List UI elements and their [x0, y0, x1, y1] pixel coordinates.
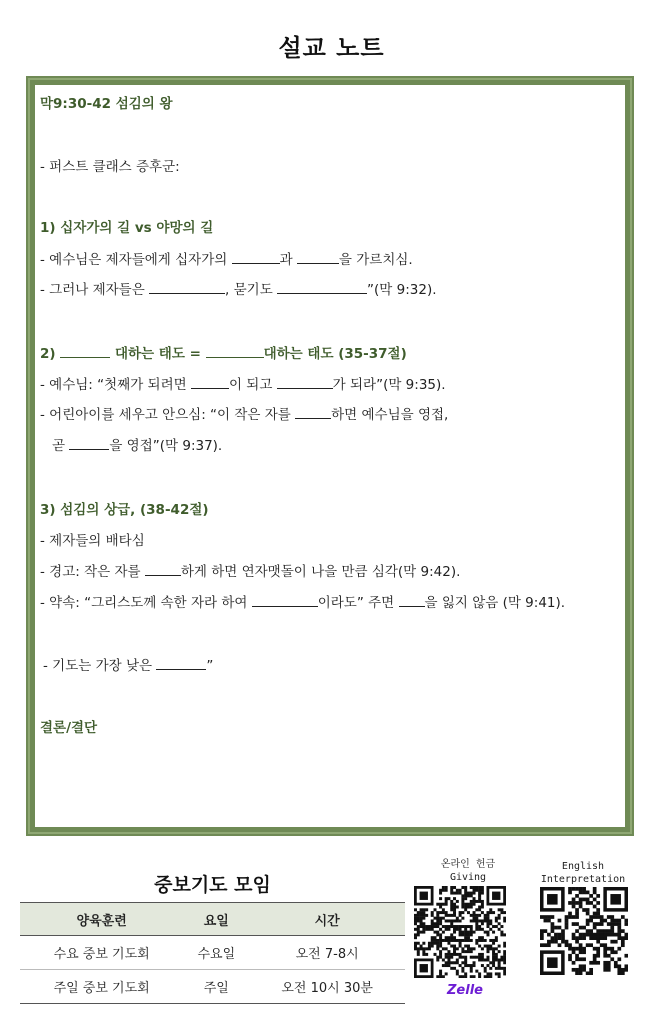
- prayer-line: [43, 654, 213, 674]
- section-1-line-2: [40, 278, 437, 298]
- fill-in-blank: [277, 281, 367, 294]
- interpretation-qr-code[interactable]: [540, 887, 628, 975]
- intro-line: [40, 155, 180, 175]
- fill-in-blank: [232, 251, 280, 264]
- section-2-line-3: [52, 434, 222, 454]
- table-cell: 주일: [183, 970, 249, 1004]
- table-cell: 수요일: [183, 936, 249, 970]
- zelle-logo: Zelle: [447, 983, 483, 998]
- fill-in-blank: [60, 345, 110, 358]
- section-2-line-1: [40, 373, 446, 393]
- fill-in-blank: [252, 594, 318, 607]
- text-segment: 을 가르치심.: [338, 252, 413, 268]
- table-row: [20, 970, 405, 1004]
- text-segment: 대하는 태도 (35-37절): [263, 346, 407, 362]
- text-segment: 과: [279, 252, 297, 268]
- text-segment: - 그러나 제자들은: [40, 282, 150, 298]
- interpretation-label-line-2: Interpretation: [540, 874, 626, 885]
- text-segment: - 예수님: “첫째가 되려면: [40, 377, 191, 393]
- prayer-meeting-title: 중보기도 모임: [154, 874, 271, 896]
- intro-text: - 퍼스트 클래스 증후군:: [40, 159, 180, 175]
- column-header: 요일: [183, 903, 249, 936]
- fill-in-blank: [156, 657, 206, 670]
- page-title: 설교 노트: [278, 34, 385, 62]
- text-segment: ”(막 9:32).: [367, 282, 437, 298]
- fill-in-blank: [295, 406, 331, 419]
- fill-in-blank: [206, 345, 264, 358]
- text-segment: - 약속: “그리스도께 속한 자라 하여: [40, 595, 252, 611]
- column-header: 시간: [249, 903, 405, 936]
- section-3-line-2: [40, 560, 460, 580]
- text-segment: 이 되고: [228, 377, 277, 393]
- section-2-line-2: [40, 403, 448, 423]
- text-segment: - 예수님은 제자들에게 십자가의: [40, 252, 232, 268]
- text-segment: 곧: [52, 438, 70, 454]
- giving-qr-label: [436, 858, 500, 884]
- section-3-heading: 3) 섬김의 상급, (38-42절): [40, 502, 209, 518]
- giving-qr-code[interactable]: [414, 886, 506, 978]
- conclusion-heading: 결론/결단: [40, 720, 98, 736]
- text-segment: - 경고: 작은 자를: [40, 564, 145, 580]
- giving-label-ko: 온라인 헌금: [440, 859, 496, 870]
- table-cell: 오전 7-8시: [249, 936, 405, 970]
- interpretation-qr-label: [533, 860, 633, 886]
- text-segment: 2): [40, 346, 61, 362]
- section-3-line-3: [40, 591, 565, 611]
- text-segment: - 기도는 가장 낮은: [43, 658, 157, 674]
- text-segment: 을 잃지 않음 (막 9:41).: [424, 595, 566, 611]
- section-1-heading: 1) 십자가의 길 vs 야망의 길: [40, 220, 214, 236]
- fill-in-blank: [399, 594, 425, 607]
- text-segment: - 제자들의 배타심: [40, 533, 145, 549]
- section-2-heading: [40, 342, 407, 362]
- interpretation-label-line-1: English: [561, 861, 605, 872]
- text-segment: 가 되라”(막 9:35).: [332, 377, 446, 393]
- table-row: [20, 936, 405, 970]
- text-segment: 대하는 태도 =: [110, 346, 206, 362]
- text-segment: - 어린아이를 세우고 안으심: “이 작은 자를: [40, 407, 296, 423]
- text-segment: , 묻기도: [225, 282, 278, 298]
- table-header-row: [20, 903, 405, 936]
- column-header: 양육훈련: [20, 903, 183, 936]
- section-1-line-1: [40, 248, 413, 268]
- passage-heading: 막9:30-42 섬김의 왕: [40, 96, 173, 112]
- fill-in-blank: [191, 376, 229, 389]
- text-segment: 하면 예수님을 영접,: [331, 407, 449, 423]
- giving-label-en: Giving: [449, 872, 487, 883]
- table-cell: 수요 중보 기도회: [20, 936, 183, 970]
- fill-in-blank: [297, 251, 339, 264]
- fill-in-blank: [149, 281, 225, 294]
- section-3-line-1: [40, 529, 145, 549]
- notes-frame: [26, 76, 634, 836]
- prayer-schedule-table: [20, 902, 405, 1004]
- table-cell: 오전 10시 30분: [249, 970, 405, 1004]
- fill-in-blank: [145, 563, 181, 576]
- text-segment: 이라도” 주면: [317, 595, 399, 611]
- text-segment: ”: [206, 658, 214, 674]
- text-segment: 을 영접”(막 9:37).: [109, 438, 223, 454]
- fill-in-blank: [69, 437, 109, 450]
- table-cell: 주일 중보 기도회: [20, 970, 183, 1004]
- text-segment: 하게 하면 연자맷돌이 나을 만큼 심각(막 9:42).: [180, 564, 461, 580]
- fill-in-blank: [277, 376, 333, 389]
